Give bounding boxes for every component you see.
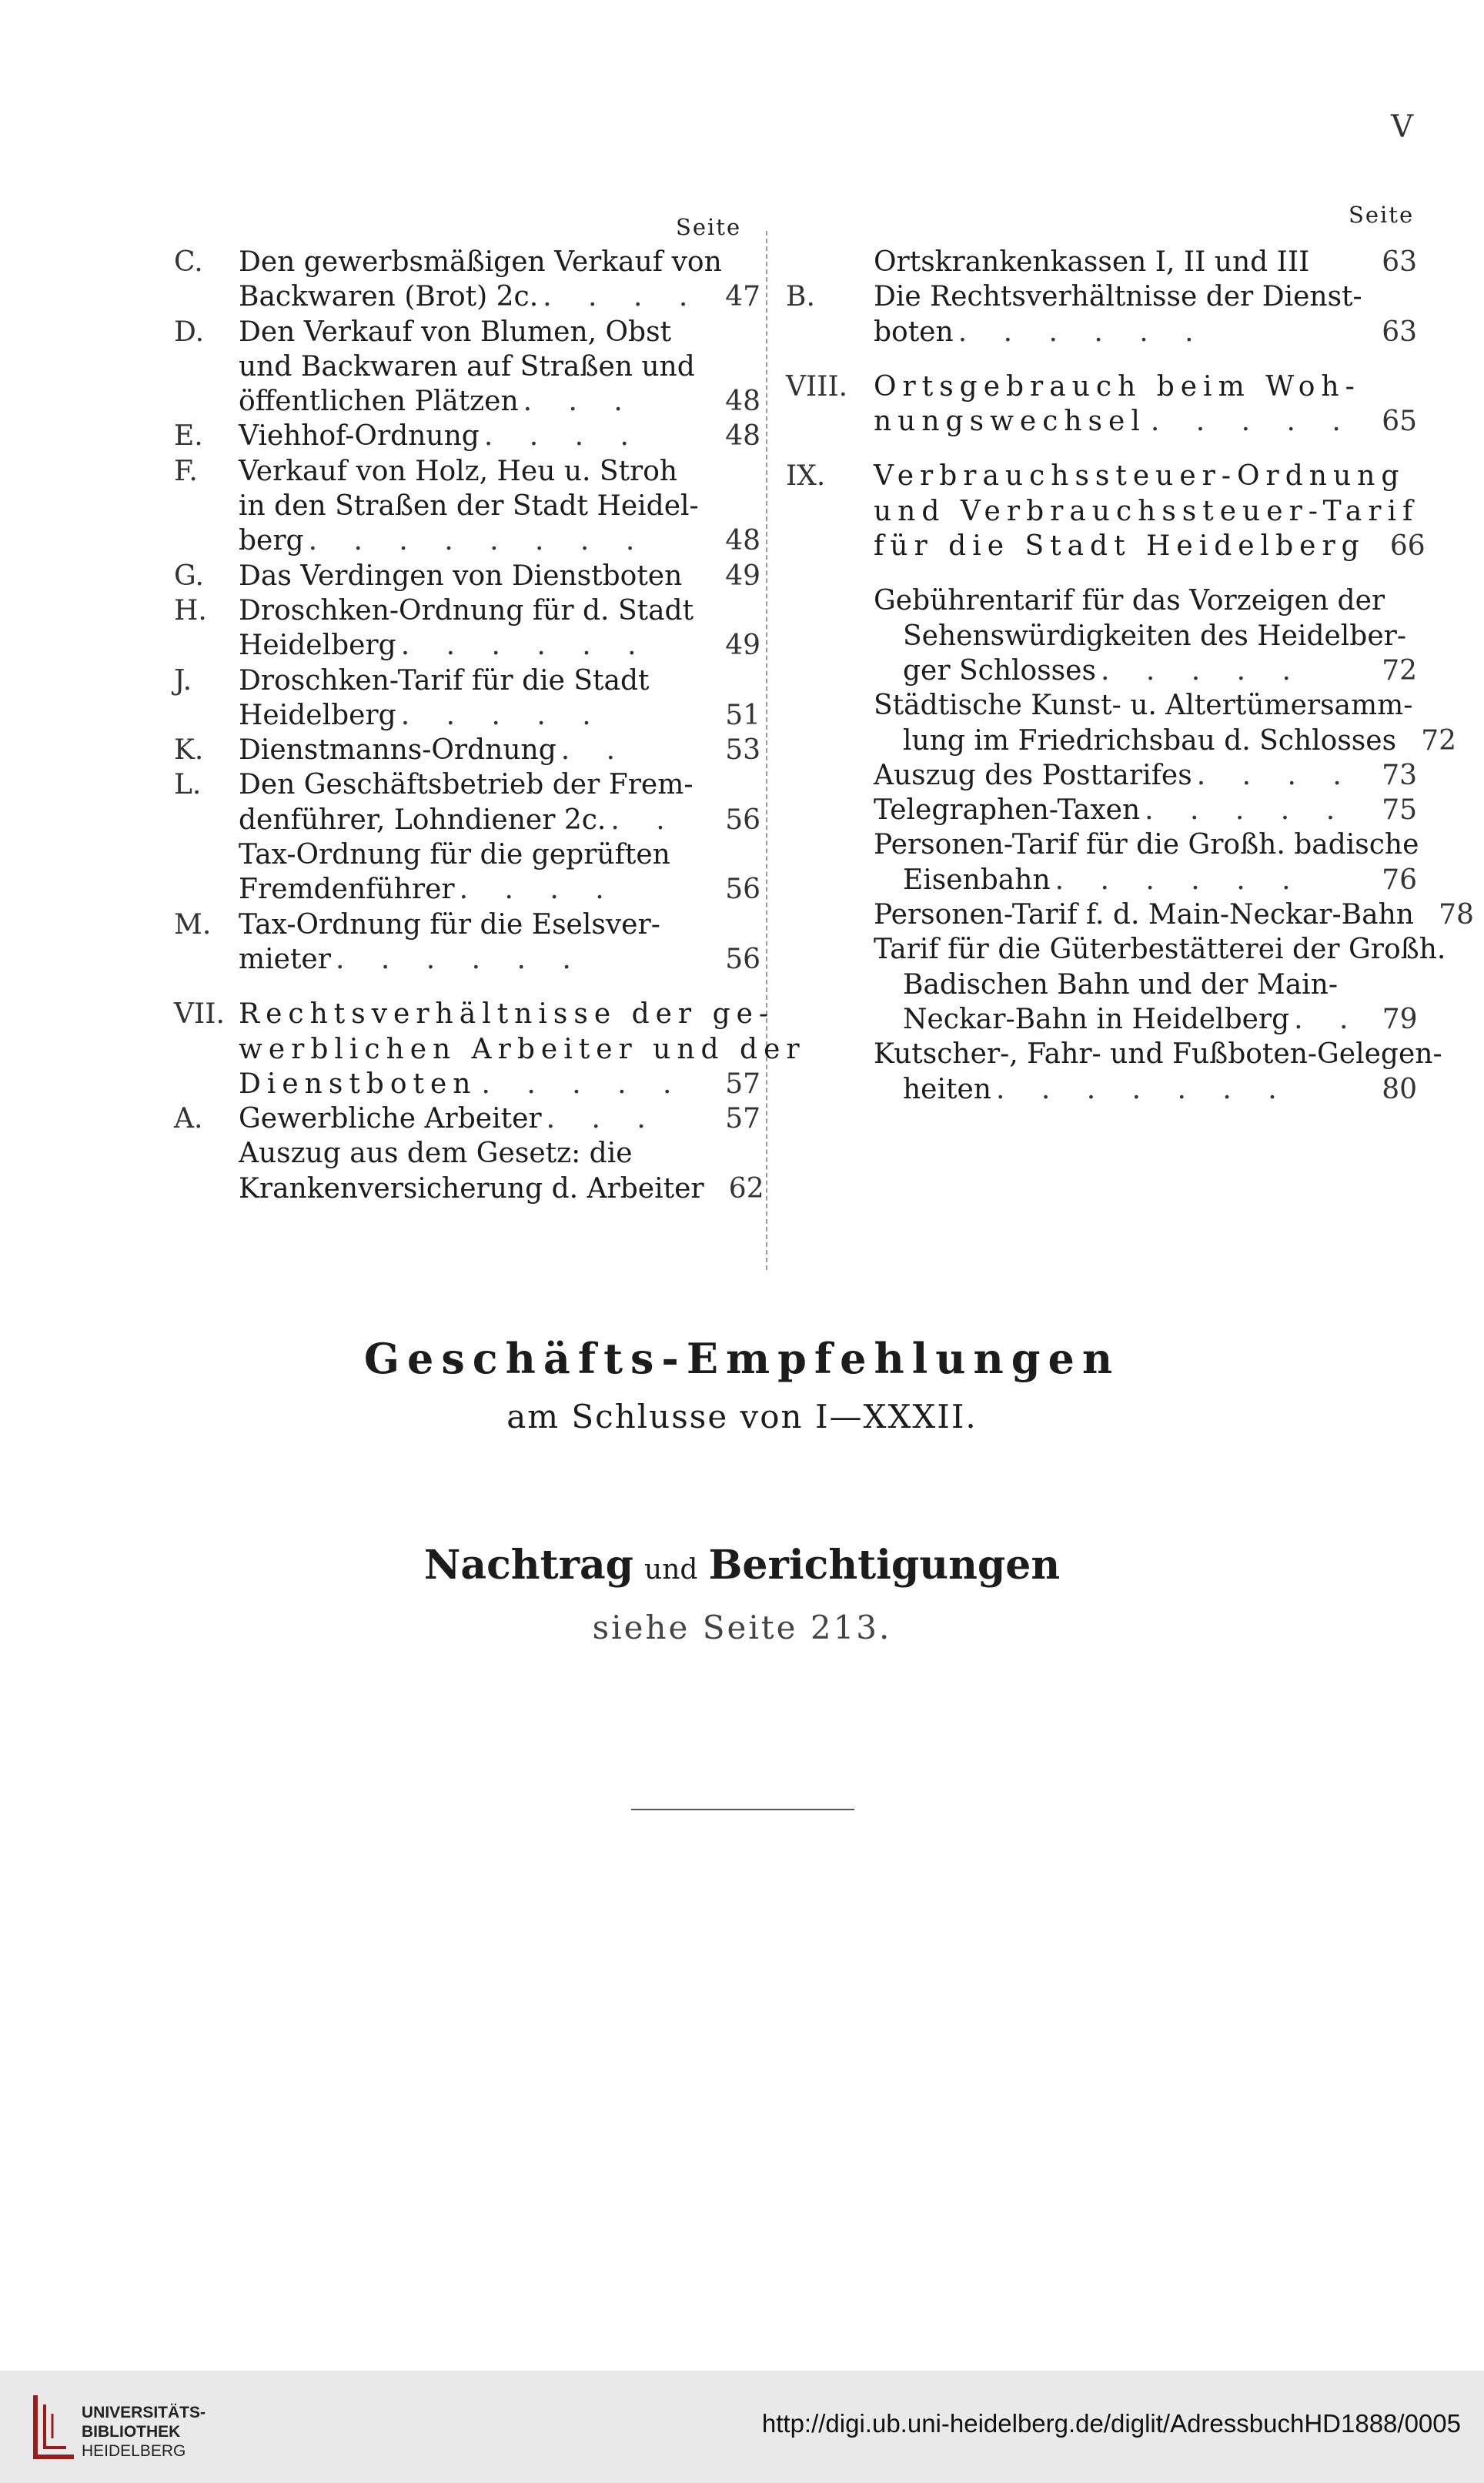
- toc-line: [239, 663, 760, 698]
- toc-line: [239, 997, 775, 1031]
- toc-entry-label: [781, 758, 874, 793]
- toc-line: [874, 897, 1474, 932]
- toc-line-text: boten: [874, 316, 954, 348]
- toc-entry-body: [239, 419, 760, 453]
- toc-entry: [781, 583, 1417, 688]
- toc-page-number: 63: [1382, 246, 1417, 278]
- library-name-line1: UNIVERSITÄTS-: [82, 2404, 206, 2421]
- toc-line: [874, 688, 1417, 723]
- toc-entry: [781, 459, 1426, 563]
- toc-line: [239, 698, 760, 733]
- toc-entry: [781, 827, 1417, 897]
- toc-page-number: 48: [725, 420, 760, 453]
- toc-line-text: Droschken-Ordnung für d. Stadt: [239, 594, 694, 627]
- toc-dot-leader: . . . . . .: [1055, 864, 1305, 896]
- toc-entry-label: VIII.: [786, 370, 848, 403]
- toc-dot-leader: . .: [560, 734, 630, 767]
- geschaefts-title: Geschäfts-Empfehlungen: [363, 1334, 1121, 1383]
- toc-dot-leader: . . .: [546, 1103, 660, 1135]
- toc-line-text: öffentlichen Plätzen: [239, 386, 519, 418]
- toc-line: [874, 459, 1417, 493]
- toc-line-text: Viehhof-Ordnung: [239, 420, 480, 453]
- toc-dot-leader: . . . . . . .: [995, 1073, 1291, 1105]
- toc-entry-label: [781, 688, 874, 758]
- toc-page-number: 49: [725, 630, 760, 662]
- toc-entry-label: [781, 583, 874, 688]
- toc-page-number: 72: [1382, 654, 1417, 687]
- toc-line-text: Den Verkauf von Blumen, Obst: [239, 316, 672, 348]
- toc-line: [239, 559, 760, 593]
- toc-line-text: für die Stadt Heidelberg: [874, 530, 1365, 563]
- toc-entry-label: [781, 793, 874, 827]
- toc-dot-leader: . . . .: [483, 420, 643, 453]
- toc-right-column: [781, 245, 1474, 1107]
- toc-page-number: 62: [728, 1172, 764, 1205]
- toc-line-text: Heidelberg: [239, 630, 396, 662]
- toc-line: [874, 724, 1457, 758]
- toc-page-number: 53: [725, 734, 760, 767]
- toc-entry-label: IX.: [786, 460, 826, 493]
- toc-line-text: berg: [239, 525, 304, 557]
- toc-dot-leader: . . . . . .: [400, 630, 650, 662]
- toc-entry-body: [239, 315, 760, 419]
- toc-line: [239, 349, 760, 384]
- toc-dot-leader: . . . . .: [1150, 406, 1355, 438]
- toc-line: [239, 942, 760, 977]
- nachtrag-word1: Nachtrag: [423, 1542, 634, 1589]
- toc-entry-label: B.: [786, 281, 815, 313]
- toc-line-text: heiten: [903, 1073, 991, 1105]
- toc-page-number: 66: [1389, 530, 1426, 563]
- library-name: [82, 2403, 206, 2461]
- toc-dot-leader: . .: [610, 804, 679, 836]
- toc-page-number: 73: [1382, 759, 1417, 791]
- toc-line: [239, 245, 760, 279]
- toc-line-text: Badischen Bahn und der Main-: [903, 968, 1339, 1001]
- column-divider: [766, 231, 767, 1270]
- toc-line-text: Gewerbliche Arbeiter: [239, 1103, 542, 1135]
- toc-entry-body: [874, 245, 1417, 279]
- toc-page-number: 56: [725, 804, 760, 836]
- toc-line: [874, 863, 1417, 897]
- toc-line-text: Backwaren (Brot) 2c.: [239, 281, 539, 313]
- toc-entry-label: C.: [174, 246, 203, 278]
- toc-entry: [169, 245, 760, 315]
- toc-line-text: Tax-Ordnung für die geprüften: [239, 839, 670, 871]
- toc-dot-leader: . . . . .: [400, 699, 605, 731]
- toc-line: [874, 1037, 1442, 1071]
- toc-line: [239, 628, 760, 663]
- toc-line-text: mieter: [239, 943, 331, 975]
- toc-entry-label: K.: [174, 734, 204, 767]
- toc-page-number: 75: [1382, 794, 1417, 827]
- toc-line: [239, 315, 760, 349]
- toc-page-number: 80: [1382, 1073, 1417, 1105]
- toc-line-text: Droschken-Tarif für die Stadt: [239, 664, 650, 697]
- toc-line-text: Sehenswürdigkeiten des Heidelber-: [903, 620, 1407, 652]
- toc-line-text: Heidelberg: [239, 699, 396, 731]
- toc-line-text: ger Schlosses: [903, 654, 1096, 687]
- toc-line-text: Ortskrankenkassen I, II und III: [874, 246, 1310, 278]
- toc-entry-body: [874, 793, 1417, 827]
- nachtrag-title: [0, 1542, 1484, 1589]
- toc-dot-leader: . . . . . . . .: [308, 525, 649, 557]
- toc-line-text: Den Geschäftsbetrieb der Frem-: [239, 769, 694, 801]
- toc-entry: [781, 369, 1417, 439]
- toc-entry-body: [239, 907, 760, 977]
- source-url[interactable]: http://digi.ub.uni-heidelberg.de/diglit/AdressbuchHD1888/0005: [761, 2409, 1461, 2438]
- toc-entry: [781, 897, 1474, 932]
- toc-line-text: und Backwaren auf Straßen und: [239, 350, 695, 383]
- toc-line-text: denführer, Lohndiener 2c.: [239, 804, 607, 836]
- nachtrag-und: und: [644, 1554, 698, 1586]
- toc-entry-label: L.: [174, 769, 202, 801]
- toc-entry-label: [781, 932, 874, 1037]
- toc-line: [874, 758, 1417, 793]
- toc-entry-body: [874, 1037, 1442, 1107]
- toc-line: [874, 245, 1417, 279]
- toc-line: [874, 583, 1417, 618]
- seite-label-left: Seite: [676, 214, 742, 240]
- toc-entry: [169, 907, 760, 977]
- toc-page-number: 79: [1382, 1003, 1418, 1035]
- toc-line: [874, 967, 1417, 1002]
- toc-line: [239, 454, 760, 489]
- nachtrag-word2: Berichtigungen: [708, 1542, 1061, 1589]
- toc-dot-leader: . .: [1294, 1003, 1362, 1035]
- toc-entry-body: [239, 997, 806, 1101]
- toc-dot-leader: . . . .: [1196, 759, 1355, 791]
- toc-entry-body: [874, 583, 1417, 688]
- toc-entry-label: [781, 897, 874, 932]
- toc-page-number: 56: [725, 874, 760, 906]
- toc-entry: [169, 559, 760, 593]
- toc-entry-label: D.: [174, 316, 205, 348]
- toc-page-number: 57: [725, 1103, 760, 1135]
- toc-line-text: in den Straßen der Stadt Heidel-: [239, 490, 699, 523]
- toc-line: [239, 489, 760, 523]
- toc-entry-body: [874, 688, 1457, 758]
- toc-line: [874, 369, 1417, 404]
- toc-line: [874, 494, 1417, 529]
- toc-dot-leader: . . . .: [543, 281, 702, 313]
- toc-line-text: nungswechsel: [874, 406, 1146, 438]
- toc-page-number: 63: [1382, 316, 1417, 348]
- toc-entry-label: [781, 245, 874, 279]
- toc-line: [239, 419, 760, 453]
- toc-entry-body: [874, 459, 1426, 563]
- toc-entry-label: J.: [174, 664, 192, 697]
- toc-page-number: 56: [725, 943, 760, 975]
- toc-page-number: 49: [725, 560, 760, 592]
- seite-label-right: Seite: [1349, 202, 1415, 228]
- toc-entry-body: [874, 369, 1417, 439]
- toc-line: [239, 837, 760, 872]
- toc-line-text: Den gewerbsmäßigen Verkauf von: [239, 246, 722, 278]
- toc-line-text: Kutscher-, Fahr- und Fußboten-Gelegen-: [874, 1038, 1442, 1071]
- toc-line-text: Personen-Tarif f. d. Main-Neckar-Bahn: [874, 899, 1414, 931]
- toc-entry: [781, 1037, 1442, 1107]
- toc-page-number: 51: [725, 699, 760, 731]
- toc-entry-body: [239, 767, 760, 907]
- toc-page-number: 48: [725, 525, 760, 557]
- toc-line-text: Städtische Kunst- u. Altertümersamm-: [874, 690, 1413, 722]
- toc-line: [874, 279, 1417, 314]
- toc-line-text: und Verbrauchssteuer-Tarif: [874, 495, 1419, 527]
- toc-line: [239, 907, 760, 942]
- toc-line: [239, 1171, 764, 1206]
- toc-entry: [781, 279, 1417, 349]
- geschaefts-subtitle: am Schlusse von I—XXXII.: [506, 1398, 978, 1435]
- toc-line-text: Fremdenführer: [239, 874, 455, 906]
- toc-entry-label: A.: [174, 1103, 203, 1135]
- toc-entry-label: M.: [174, 908, 212, 941]
- toc-entry: [169, 663, 760, 734]
- toc-line-text: Neckar-Bahn in Heidelberg: [903, 1003, 1290, 1035]
- toc-page-number: 57: [725, 1068, 760, 1100]
- toc-line-text: Die Rechtsverhältnisse der Dienst-: [874, 281, 1362, 313]
- toc-line-text: Auszug des Posttarifes: [874, 759, 1192, 791]
- toc-entry-body: [239, 663, 760, 734]
- toc-line: [239, 803, 760, 837]
- toc-entry: [169, 997, 806, 1101]
- library-name-line3: HEIDELBERG: [82, 2442, 186, 2460]
- toc-line-text: Verbrauchssteuer-Ordnung: [874, 460, 1405, 493]
- toc-entry-body: [239, 559, 760, 593]
- toc-entry: [169, 454, 760, 559]
- toc-page-number: 48: [725, 386, 760, 418]
- toc-entry-body: [874, 758, 1417, 793]
- toc-line: [874, 1072, 1417, 1107]
- toc-line-text: Eisenbahn: [903, 864, 1051, 896]
- toc-line: [874, 315, 1417, 349]
- toc-page-number: 72: [1421, 724, 1457, 757]
- toc-line: [874, 529, 1426, 563]
- nachtrag-subtitle: siehe Seite 213.: [592, 1609, 892, 1646]
- toc-entry-body: [874, 897, 1474, 932]
- toc-entry: [781, 932, 1446, 1037]
- toc-page-number: 76: [1382, 864, 1417, 896]
- toc-line: [874, 793, 1417, 827]
- toc-entry-label: [781, 1037, 874, 1107]
- toc-entry-label: H.: [174, 594, 207, 627]
- toc-entry-body: [239, 733, 760, 767]
- toc-line: [239, 1136, 760, 1171]
- toc-entry-label: VII.: [174, 998, 225, 1031]
- toc-line-text: Krankenversicherung d. Arbeiter: [239, 1172, 704, 1205]
- toc-line: [874, 619, 1417, 653]
- footer-bar: [0, 2371, 1484, 2483]
- toc-line: [239, 767, 760, 802]
- toc-entry-body: [874, 827, 1417, 897]
- toc-page-number: 47: [725, 281, 760, 313]
- toc-line: [239, 384, 760, 419]
- toc-entry: [169, 419, 760, 453]
- toc-entry: [169, 733, 760, 767]
- toc-line-text: Dienstmanns-Ordnung: [239, 734, 556, 767]
- toc-line: [239, 279, 760, 314]
- library-name-line2: BIBLIOTHEK: [82, 2423, 181, 2441]
- toc-line-text: Dienstboten: [239, 1068, 477, 1100]
- toc-line-text: Personen-Tarif für die Großh. badische: [874, 829, 1419, 861]
- toc-line-text: Telegraphen-Taxen: [874, 794, 1141, 827]
- toc-line-text: Verkauf von Holz, Heu u. Stroh: [239, 455, 678, 487]
- toc-entry: [781, 793, 1417, 827]
- toc-entry-body: [239, 454, 760, 559]
- toc-line: [874, 827, 1417, 862]
- end-rule: [631, 1809, 854, 1810]
- toc-line-text: Rechtsverhältnisse der ge-: [239, 998, 775, 1031]
- toc-line: [874, 404, 1417, 439]
- toc-entry: [781, 688, 1457, 758]
- toc-dot-leader: . . .: [523, 386, 637, 418]
- toc-entry: [169, 593, 760, 663]
- toc-line-text: lung im Friedrichsbau d. Schlosses: [903, 724, 1397, 757]
- toc-dot-leader: . . . . .: [1100, 654, 1305, 687]
- toc-line: [874, 1002, 1417, 1037]
- toc-line: [239, 1101, 760, 1136]
- toc-line-text: Ortsgebrauch beim Woh-: [874, 370, 1361, 403]
- toc-entry-label: G.: [174, 560, 204, 592]
- toc-entry: [781, 758, 1417, 793]
- toc-page-number: 78: [1439, 899, 1474, 931]
- toc-entry: [169, 1101, 764, 1206]
- toc-entry-label: F.: [174, 455, 198, 487]
- toc-entry-body: [239, 593, 760, 663]
- toc-dot-leader: . . . . .: [1145, 794, 1349, 827]
- toc-entry: [169, 315, 760, 419]
- toc-dot-leader: . . . . . .: [335, 943, 585, 975]
- toc-entry-label: [781, 827, 874, 897]
- toc-line: [874, 653, 1417, 688]
- toc-line: [239, 733, 760, 767]
- toc-page-number: 65: [1382, 406, 1417, 438]
- toc-line-text: Tarif für die Güterbestätterei der Großh.: [874, 934, 1446, 966]
- toc-line-text: Das Verdingen von Dienstboten: [239, 560, 683, 592]
- toc-line-text: werblichen Arbeiter und der: [239, 1033, 806, 1065]
- toc-line: [239, 523, 760, 558]
- toc-dot-leader: . . . . . .: [958, 316, 1208, 348]
- toc-line: [239, 593, 760, 628]
- toc-entry-body: [874, 932, 1446, 1037]
- toc-entry-body: [874, 279, 1417, 349]
- toc-entry: [169, 767, 760, 907]
- toc-line: [874, 932, 1446, 967]
- toc-line-text: Gebührentarif für das Vorzeigen der: [874, 585, 1385, 617]
- toc-dot-leader: . . . . .: [481, 1068, 686, 1100]
- toc-line-text: Tax-Ordnung für die Eselsver-: [239, 908, 660, 941]
- toc-entry-body: [239, 245, 760, 315]
- toc-entry-body: [239, 1101, 764, 1206]
- toc-entry-label: E.: [174, 420, 203, 453]
- page-number: V: [1391, 109, 1413, 145]
- toc-dot-leader: . . . .: [459, 874, 618, 906]
- toc-line: [239, 872, 760, 907]
- toc-line: [239, 1067, 760, 1101]
- toc-entry: [781, 245, 1417, 279]
- toc-line-text: Auszug aus dem Gesetz: die: [239, 1138, 633, 1170]
- toc-line: [239, 1032, 806, 1067]
